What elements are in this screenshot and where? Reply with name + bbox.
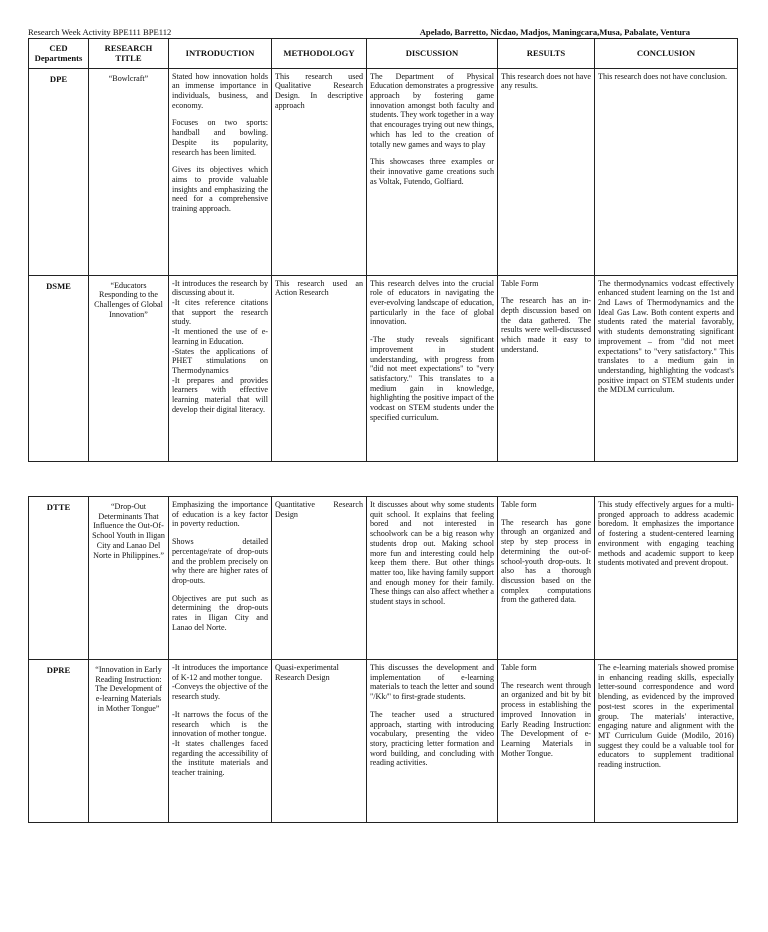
paragraph: The research went through an organized and bit by bit process in establishing the improved Innovation in Early Reading Instruction: The Development of e-Learning Materials in Mother Tongue. — [501, 680, 591, 758]
introduction-cell — [169, 497, 272, 660]
paragraph: The thermodynamics vodcast effectively enhanced student learning on the 1st and 2nd Laws of Thermodynamics and the Ideal Gas Law. Both content experts and students rated the material favorably, with students demonstrating significant improvement – from "did not meet expectations" to "very satisfactory." This translates to a medium gain in understanding, highlighting the vodcast's positive impact on STEM students under the MDLM curriculum. — [598, 278, 734, 395]
discussion-cell — [367, 275, 498, 461]
paragraph: Table Form — [501, 278, 539, 288]
paragraph: This discusses the development and implementation of e-learning materials to teach the letter and sound "/Kk/" to first-grade students. — [370, 663, 494, 702]
conclusion-cell — [595, 275, 738, 461]
col-header-discussion: DISCUSSION — [367, 39, 498, 69]
discussion-cell — [367, 68, 498, 275]
paragraph: The Department of Physical Education demonstrates a progressive approach by fostering game innovation amongst both faculty and students. They work together in a way that encourages trying out new things, which has led to the creation of totally new games and ways to play — [370, 71, 494, 149]
conclusion-cell — [595, 497, 738, 660]
dept-cell: DSME — [29, 275, 89, 461]
table-row — [29, 497, 738, 660]
col-header-methodology: METHODOLOGY — [272, 39, 367, 69]
results-cell — [498, 275, 595, 461]
paragraph: -The study reveals significant improvement in student understanding, with progress from "did not meet expectations" to "very satisfactory." This translates to a medium gain in knowledge, highlighting the positive impact of the vodcast on STEM students under the specified curriculum. — [370, 335, 494, 422]
paragraph: Table form — [501, 663, 537, 672]
paragraph: Stated how innovation holds an immense importance in individuals, business, and economy. — [172, 71, 268, 110]
table-row — [29, 275, 738, 461]
paragraph: Focuses on two sports: handball and bowling. Despite its popularity, research has been limited. — [172, 118, 268, 157]
paragraph: This study effectively argues for a multi-pronged approach to address academic boredom. It emphasizes the importance of fostering a student-centered learning environment with engaging teaching methods and academic support to keep students motivated and prevent dropout. — [598, 500, 734, 568]
table-row — [29, 68, 738, 275]
paragraph: This showcases three examples or their innovative game creations such as Voltak, Futendo, Golfiard. — [370, 157, 494, 186]
title-cell: “Bowlcraft” — [89, 68, 169, 275]
paragraph: The e-learning materials showed promise in enhancing reading skills, especially letter-sound correspondence and word blending, as evidenced by the improved post-test scores in the experimental group. The materials' interactive, engaging nature and alignment with the MT Curriculum Guide (Modilo, 2016) suggest they could be a valuable tool for educators to supplement traditional reading instruction. — [598, 663, 734, 770]
paragraph: Quasi-experimental Research Design — [275, 663, 339, 682]
paragraph: Gives its objectives which aims to provide valuable insights and emphasizing the need for a comprehensive training approach. — [172, 165, 268, 214]
results-cell — [498, 497, 595, 660]
results-cell — [498, 660, 595, 823]
methodology-cell — [272, 660, 367, 823]
research-table-page-top — [28, 38, 738, 462]
methodology-cell — [272, 497, 367, 660]
table-header-row — [29, 39, 738, 69]
col-header-introduction: INTRODUCTION — [169, 39, 272, 69]
dept-cell: DTTE — [29, 497, 89, 660]
table-row — [29, 660, 738, 823]
conclusion-cell — [595, 68, 738, 275]
paragraph: Quantitative Research Design — [275, 500, 363, 519]
discussion-cell — [367, 660, 498, 823]
paragraph: Shows detailed percentage/rate of drop-outs and the problem precisely on why there are higher rates of drop-outs. — [172, 537, 268, 585]
document-header-authors: Apelado, Barretto, Nicdao, Madjos, Maningcara,Musa, Pabalate, Ventura — [419, 27, 690, 37]
col-header-departments: CED Departments — [29, 39, 89, 69]
paragraph: This research does not have any results. — [501, 71, 591, 91]
introduction-cell — [169, 68, 272, 275]
introduction-cell — [169, 660, 272, 823]
paragraph: The research has gone through an organized and step by step process in determining the out-of-school-youth drop-outs. It also has a thorough discussion based on the complex computations from the gathered data. — [501, 517, 591, 605]
col-header-conclusion: CONCLUSION — [595, 39, 738, 69]
research-table-page-bottom — [28, 496, 738, 823]
title-cell: “Educators Responding to the Challenges of Global Innovation” — [89, 275, 169, 461]
title-cell: “Innovation in Early Reading Instruction: The Development of e-learning Materials in Mother Tongue” — [89, 660, 169, 823]
paragraph: The teacher used a structured approach, starting with introducing vocabulary, presenting the video story, practicing letter formation and word building, and concluding with reading activities. — [370, 709, 494, 768]
paragraph: It discusses about why some students quit school. It explains that feeling bored and not interested in schoolwork can be a big reason why students drop out. Making school more fun and interesting could help keep them there. But other things matter too, like having family support and enough money for their family. These things can also affect whether a student stays in school. — [370, 500, 494, 607]
paragraph: Emphasizing the importance of education is a key factor in poverty reduction. — [172, 500, 268, 529]
dept-cell: DPE — [29, 68, 89, 275]
paragraph: This research delves into the crucial role of educators in navigating the ever-evolving landscape of education, particularly in the face of global innovation. — [370, 278, 494, 327]
discussion-cell — [367, 497, 498, 660]
paragraph: -It narrows the focus of the research which is the innovation of mother tongue. -It states challenges faced regarding the accessibility of the institute materials and teacher training. — [172, 709, 268, 778]
results-cell — [498, 68, 595, 275]
document-header-left: Research Week Activity BPE111 BPE112 — [28, 27, 172, 37]
title-cell: “Drop-Out Determinants That Influence the Out-Of-School Youth in Iligan City and Lanao Del Norte in Philippines.” — [89, 497, 169, 660]
paragraph: Objectives are put such as determining the drop-outs rates in Iligan City and Lanao del Norte. — [172, 593, 268, 632]
paragraph: This research used Qualitative Research Design. In descriptive approach — [275, 71, 363, 110]
paragraph: This research used an Action Research — [275, 278, 363, 298]
methodology-cell — [272, 275, 367, 461]
introduction-cell — [169, 275, 272, 461]
col-header-title: RESEARCH TITLE — [89, 39, 169, 69]
conclusion-cell — [595, 660, 738, 823]
paragraph: Table form — [501, 500, 537, 509]
col-header-results: RESULTS — [498, 39, 595, 69]
paragraph: The research has an in-depth discussion based on the data gathered. The results were well-discussed which made it easy to understand. — [501, 296, 591, 354]
methodology-cell — [272, 68, 367, 275]
dept-cell: DPRE — [29, 660, 89, 823]
paragraph: -It introduces the importance of K-12 and mother tongue. -Conveys the objective of the research study. — [172, 663, 268, 702]
paragraph: This research does not have conclusion. — [598, 71, 728, 81]
paragraph: -It introduces the research by discussing about it. -It cites reference citations that support the research study. -It mentioned the use of e-learning in Education. -States the applications of PHET stimulations on Thermodynamics -It prepares and provides learners with effective learning material that will develop their digital literacy. — [172, 278, 268, 414]
